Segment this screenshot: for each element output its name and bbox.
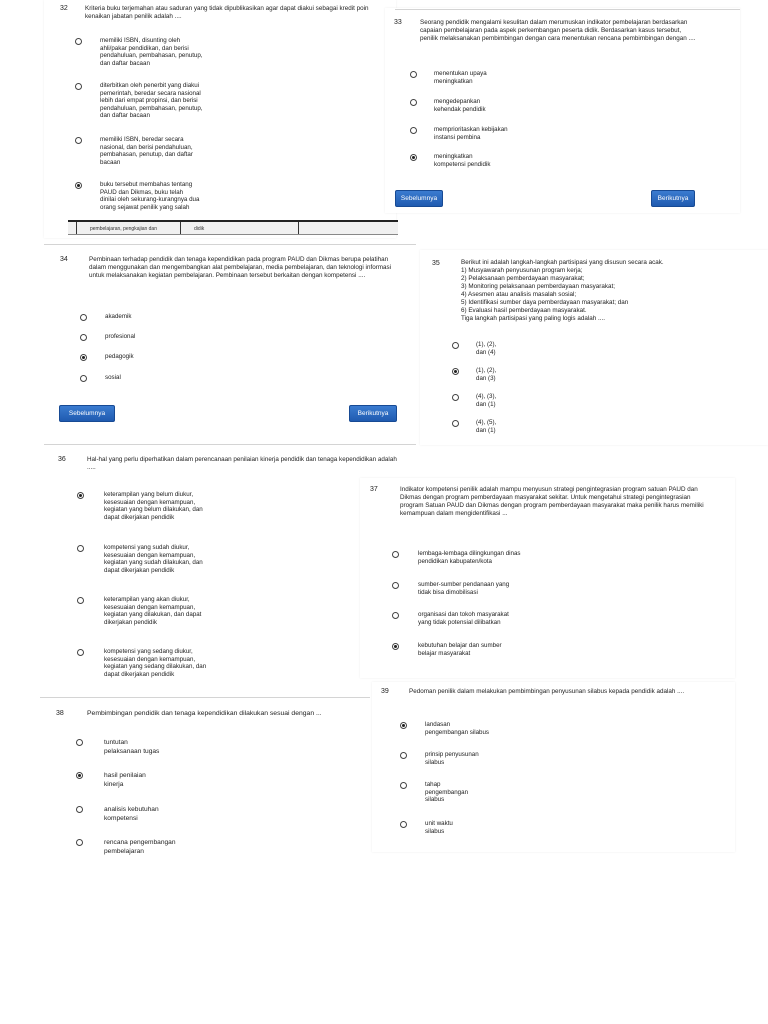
next-button[interactable]: Berikutnya xyxy=(651,190,695,207)
option-label: (4), (3), dan (1) xyxy=(476,393,497,408)
radio-button-selected[interactable] xyxy=(410,154,417,161)
radio-button[interactable] xyxy=(76,806,83,813)
radio-button[interactable] xyxy=(77,649,84,656)
option-label: kompetensi yang sudah diukur, kesesuaian dengan kemampuan, kegiatan yang sudah dilakukan, dan dapat dikerjakan pendidik xyxy=(104,544,203,574)
option-label: diterbitkan oleh penerbit yang diakui pemerintah, beredar secara nasional lebih dari empat propinsi, dan berisi pendahuluan, pembahasan, penutup, dan daftar bacaan xyxy=(100,82,203,119)
table-divider xyxy=(180,222,181,234)
previous-button[interactable]: Sebelumnya xyxy=(395,190,443,207)
radio-button[interactable] xyxy=(400,782,407,789)
option-label: tahap pengembangan silabus xyxy=(425,781,469,803)
radio-button-selected[interactable] xyxy=(76,772,83,779)
question-text: Indikator kompetensi penilik adalah mampu menyusun strategi pengintegrasian program satuan PAUD dan Dikmas dengan program pemberdayaan masyarakat sekitar. Untuk mengetahui strategi pengintegrasian program Satuan PAUD dan Dikmas dengan program pemberdayaan masyarakat maka penilik harus memiliki kemampuan dalam mengidentifikasi ... xyxy=(400,486,704,517)
radio-button[interactable] xyxy=(392,582,399,589)
question-number: 32 xyxy=(60,5,68,12)
question-line: 6) Evaluasi hasil pemberdayaan masyarakat. xyxy=(461,307,587,314)
radio-button[interactable] xyxy=(77,545,84,552)
option-label: keterampilan yang belum diukur, kesesuaian dengan kemampuan, kegiatan yang belum dilakukan, dan dapat dikerjakan pendidik xyxy=(104,491,203,521)
radio-button[interactable] xyxy=(80,314,87,321)
question-line: Tiga langkah partisipasi yang paling logis adalah .... xyxy=(461,315,605,322)
radio-button[interactable] xyxy=(76,839,83,846)
radio-button[interactable] xyxy=(80,334,87,341)
radio-button[interactable] xyxy=(400,821,407,828)
radio-button-selected[interactable] xyxy=(392,643,399,650)
table-cell: didik xyxy=(194,226,205,232)
option-label: mengedepankan kehendak pendidik xyxy=(434,98,486,113)
question-number: 37 xyxy=(370,486,378,493)
option-label: analisis kebutuhan kompetensi xyxy=(104,806,159,822)
radio-button-selected[interactable] xyxy=(400,722,407,729)
divider xyxy=(395,9,740,10)
question-line: 2) Pelaksanaan pemberdayaan masyarakat; xyxy=(461,275,585,282)
option-label: (1), (2), dan (4) xyxy=(476,341,497,356)
option-label: tuntutan pelaksanaan tugas xyxy=(104,739,160,755)
option-label: landasan pengembangan silabus xyxy=(425,721,489,736)
question-line: 3) Monitoring pelaksanaan pemberdayaan masyarakat; xyxy=(461,283,616,290)
radio-button[interactable] xyxy=(75,38,82,45)
radio-button[interactable] xyxy=(76,739,83,746)
question-number: 38 xyxy=(56,710,64,717)
option-label: memiliki ISBN, disunting oleh ahli/pakar pendidikan, dan berisi pendahuluan, pembahasan, penutup, dan daftar bacaan xyxy=(100,37,203,67)
question-text xyxy=(461,259,751,323)
option-label: rencana pengembangan pembelajaran xyxy=(104,839,176,855)
radio-button-selected[interactable] xyxy=(452,368,459,375)
option-label: organisasi dan tokoh masyarakat yang tidak potensial dilibatkan xyxy=(418,611,509,626)
radio-button[interactable] xyxy=(410,71,417,78)
radio-button[interactable] xyxy=(400,752,407,759)
option-label: (1), (2), dan (3) xyxy=(476,367,497,382)
radio-button[interactable] xyxy=(392,612,399,619)
radio-button[interactable] xyxy=(452,394,459,401)
radio-button-selected[interactable] xyxy=(75,182,82,189)
option-label: memiliki ISBN, beredar secara nasional, dan berisi pendahuluan, pembahasan, penutup, dan daftar bacaan xyxy=(100,136,193,166)
radio-button[interactable] xyxy=(410,99,417,106)
divider xyxy=(44,444,416,445)
question-text: Pedoman penilik dalam melakukan pembimbingan penyusunan silabus kepada pendidik adalah .... xyxy=(409,688,685,695)
radio-button[interactable] xyxy=(410,127,417,134)
radio-button[interactable] xyxy=(75,137,82,144)
option-label: meningkatkan kompetensi pendidik xyxy=(434,153,491,168)
table-divider xyxy=(76,222,77,234)
question-line: 4) Asesmen atau analisis masalah sosial; xyxy=(461,291,577,298)
radio-button[interactable] xyxy=(452,420,459,427)
table-divider xyxy=(298,222,299,234)
option-label: (4), (5), dan (1) xyxy=(476,419,497,434)
previous-button[interactable]: Sebelumnya xyxy=(59,405,115,422)
divider xyxy=(40,697,370,698)
option-label: kompetensi yang sedang diukur, kesesuaian dengan kemampuan, kegiatan yang sedang dilakukan, dan dapat dikerjakan pendidik xyxy=(104,648,207,678)
option-label: kebutuhan belajar dan sumber belajar masyarakat xyxy=(418,642,502,657)
option-label: profesional xyxy=(105,333,136,340)
question-text: Pembimbingan pendidik dan tenaga kependidikan dilakukan sesuai dengan ... xyxy=(87,710,322,717)
question-number: 35 xyxy=(432,260,440,267)
option-label: lembaga-lembaga dilingkungan dinas pendidikan kabupaten/kota xyxy=(418,550,521,565)
option-label: akademik xyxy=(105,313,132,320)
question-number: 36 xyxy=(58,456,66,463)
table-strip xyxy=(68,220,398,235)
option-label: sosial xyxy=(105,374,121,381)
option-label: keterampilan yang akan diukur, kesesuaian dengan kemampuan, kegiatan yang dilakukan, dan dapat dikerjakan pendidik xyxy=(104,596,202,626)
next-button[interactable]: Berikutnya xyxy=(349,405,397,422)
option-label: prinsip penyusunan silabus xyxy=(425,751,479,766)
table-cell: pembelajaran, pengkajian dan xyxy=(90,226,157,232)
question-number: 34 xyxy=(60,256,68,263)
option-label: unit waktu silabus xyxy=(425,820,453,835)
radio-button-selected[interactable] xyxy=(77,492,84,499)
option-label: sumber-sumber pendanaan yang tidak bisa dimobilisasi xyxy=(418,581,510,596)
radio-button[interactable] xyxy=(75,83,82,90)
option-label: pedagogik xyxy=(105,353,134,360)
divider xyxy=(44,244,416,245)
question-text: Hal-hal yang perlu diperhatikan dalam perencanaan penilaian kinerja pendidik dan tenaga kependidikan adalah ..... xyxy=(87,456,397,471)
radio-button[interactable] xyxy=(77,597,84,604)
radio-button[interactable] xyxy=(392,551,399,558)
question-number: 39 xyxy=(381,688,389,695)
option-label: memprioritaskan kebijakan instansi pembina xyxy=(434,126,508,141)
question-line: 5) Identifikasi sumber daya pemberdayaan masyarakat; dan xyxy=(461,299,629,306)
radio-button-selected[interactable] xyxy=(80,354,87,361)
option-label: menentukan upaya meningkatkan xyxy=(434,70,487,85)
radio-button[interactable] xyxy=(80,375,87,382)
option-label: buku tersebut membahas tentang PAUD dan Dikmas, buku telah dinilai oleh sekurang-kurangnya dua orang sejawat penilik yang salah xyxy=(100,181,200,211)
option-label: hasil penilaian kinerja xyxy=(104,772,146,788)
question-number: 33 xyxy=(394,19,402,26)
question-card-35 xyxy=(420,250,768,445)
radio-button[interactable] xyxy=(452,342,459,349)
question-text: Pembinaan terhadap pendidik dan tenaga kependidikan pada program PAUD dan Dikmas berupa pelatihan dalam menggunakan dan mengembangkan alat pembelajaran, media pembelajaran, dan teknologi informasi untuk melaksanakan kegiatan pembelajaran. Pembinaan tersebut berkaitan dengan kompetensi .... xyxy=(89,256,392,279)
question-text: Kriteria buku terjemahan atau saduran yang tidak dipublikasikan agar dapat diakui sebagai kredit poin kenaikan jabatan penilik adalah .... xyxy=(85,5,369,20)
question-line: Berikut ini adalah langkah-langkah partisipasi yang disusun secara acak. xyxy=(461,259,664,266)
question-text: Seorang pendidik mengalami kesulitan dalam merumuskan indikator pembelajaran berdasarkan capaian pembelajaran pada aspek perkembangan peserta didik. Berdasarkan kasus tersebut, penilik melaksanakan pembimbingan dengan cara menentukan rencana pembimbingan dengan .... xyxy=(420,19,696,42)
question-line: 1) Musyawarah penyusunan program kerja; xyxy=(461,267,583,274)
